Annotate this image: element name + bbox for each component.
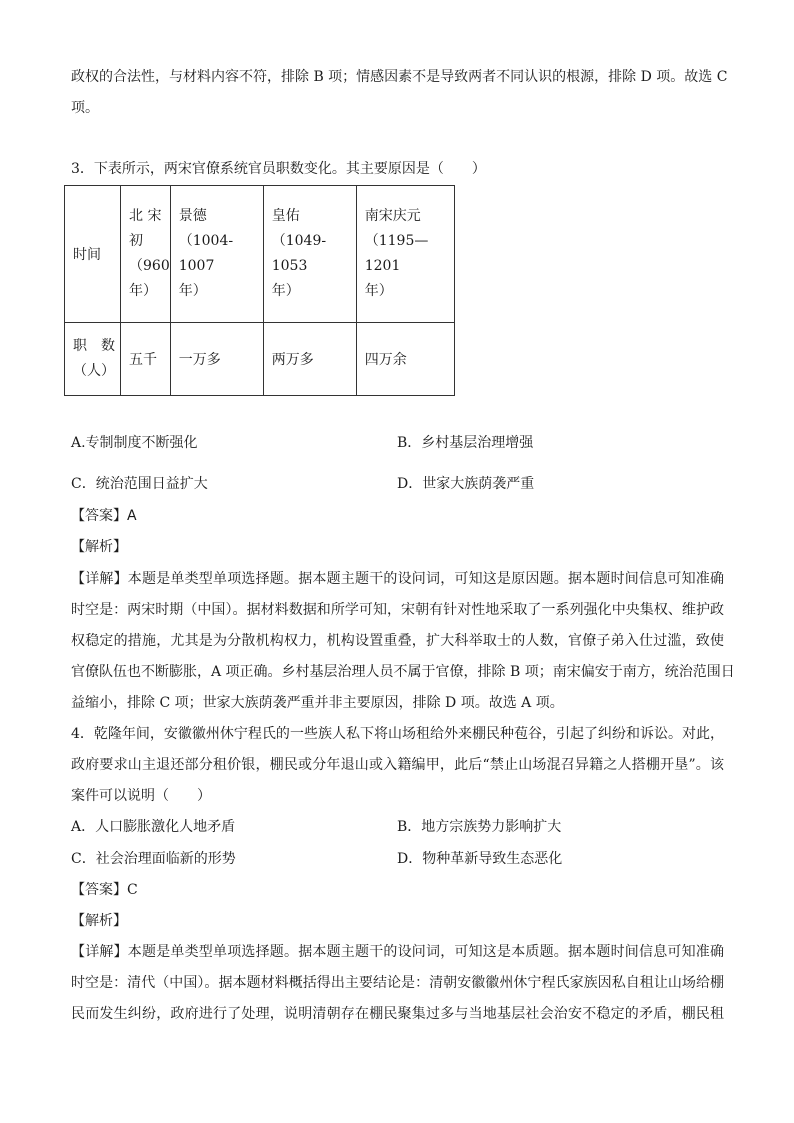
prev-text-line-1: 政权的合法性，与材料内容不符，排除 B 项；情感因素不是导致两者不同认识的根源，排除 D 项。故选 C (71, 69, 728, 85)
q4-option-b: B．地方宗族势力影响扩大 (397, 819, 562, 835)
q4-option-c: C．社会治理面临新的形势 (71, 851, 236, 867)
q4-stem-line-1: 4．乾隆年间，安徽徽州休宁程氏的一些族人私下将山场租给外来棚民种苞谷，引起了纠纷和诉讼。对此， (71, 726, 724, 742)
q4-stem-line-2: 政府要求山主退还部分租价银，棚民或分年退山或入籍编甲，此后“禁止山场混召异籍之人搭棚开垦”。该 (71, 757, 724, 773)
q3-detail-line-2: 时空是：两宋时期（中国）。据材料数据和所学可知，宋朝有针对性地采取了一系列强化中央集权、维护政 (71, 602, 724, 618)
q3-stem: 3．下表所示，两宋官僚系统官员职数变化。其主要原因是（ ） (71, 161, 486, 177)
q4-answer: 【答案】C (71, 882, 138, 898)
q3-detail-line-1: 【详解】本题是单类型单项选择题。据本题主题干的设问词，可知这是原因题。据本题时间信息可知准确 (71, 571, 724, 587)
q4-analysis-heading: 【解析】 (71, 913, 127, 929)
q3-option-d: D．世家大族荫袭严重 (397, 476, 535, 492)
prev-text-line-2: 项。 (71, 100, 99, 116)
table-row-header-count: 职 数 （人） (65, 323, 121, 396)
q4-stem-line-3: 案件可以说明（ ） (71, 788, 211, 804)
q3-analysis-heading: 【解析】 (71, 539, 127, 555)
table-cell-count-1: 五千 (121, 323, 171, 396)
q4-detail-line-1: 【详解】本题是单类型单项选择题。据本题主题干的设问词，可知这是本质题。据本题时间信息可知准确 (71, 944, 724, 960)
q4-option-d: D．物种革新导致生态恶化 (397, 851, 563, 867)
q3-option-c: C．统治范围日益扩大 (71, 476, 208, 492)
table-cell-count-4: 四万余 (356, 323, 454, 396)
q3-table (64, 185, 455, 396)
q3-option-b: B．乡村基层治理增强 (397, 435, 534, 451)
table-cell-count-2: 一万多 (170, 323, 263, 396)
q3-option-a: A.专制制度不断强化 (71, 435, 198, 451)
table-cell-period-1: 北 宋 初 （960 年） (121, 186, 171, 323)
table-cell-count-3: 两万多 (263, 323, 356, 396)
q3-detail-line-4: 官僚队伍也不断膨胀，A 项正确。乡村基层治理人员不属于官僚，排除 B 项；南宋偏安于南方，统治范围日 (71, 664, 735, 680)
table-cell-period-3: 皇佑 （1049-1053 年） (263, 186, 356, 323)
table-row-header-time: 时间 (65, 186, 121, 323)
table-cell-period-2: 景德 （1004-1007 年） (170, 186, 263, 323)
q4-detail-line-3: 民而发生纠纷，政府进行了处理，说明清朝存在棚民聚集过多与当地基层社会治安不稳定的矛盾，棚民租 (71, 1006, 724, 1022)
q4-option-a: A．人口膨胀激化人地矛盾 (71, 819, 236, 835)
table-cell-period-4: 南宋庆元 （1195—1201 年） (356, 186, 454, 323)
q3-answer: 【答案】A (71, 508, 137, 524)
q4-detail-line-2: 时空是：清代（中国）。据本题材料概括得出主要结论是：清朝安徽徽州休宁程氏家族因私自租让山场给棚 (71, 975, 724, 991)
q3-detail-line-5: 益缩小，排除 C 项；世家大族荫袭严重并非主要原因，排除 D 项。故选 A 项。 (71, 695, 564, 711)
q3-detail-line-3: 权稳定的措施，尤其是为分散机构权力，机构设置重叠，扩大科举取士的人数，官僚子弟入仕过滥，致使 (71, 633, 724, 649)
